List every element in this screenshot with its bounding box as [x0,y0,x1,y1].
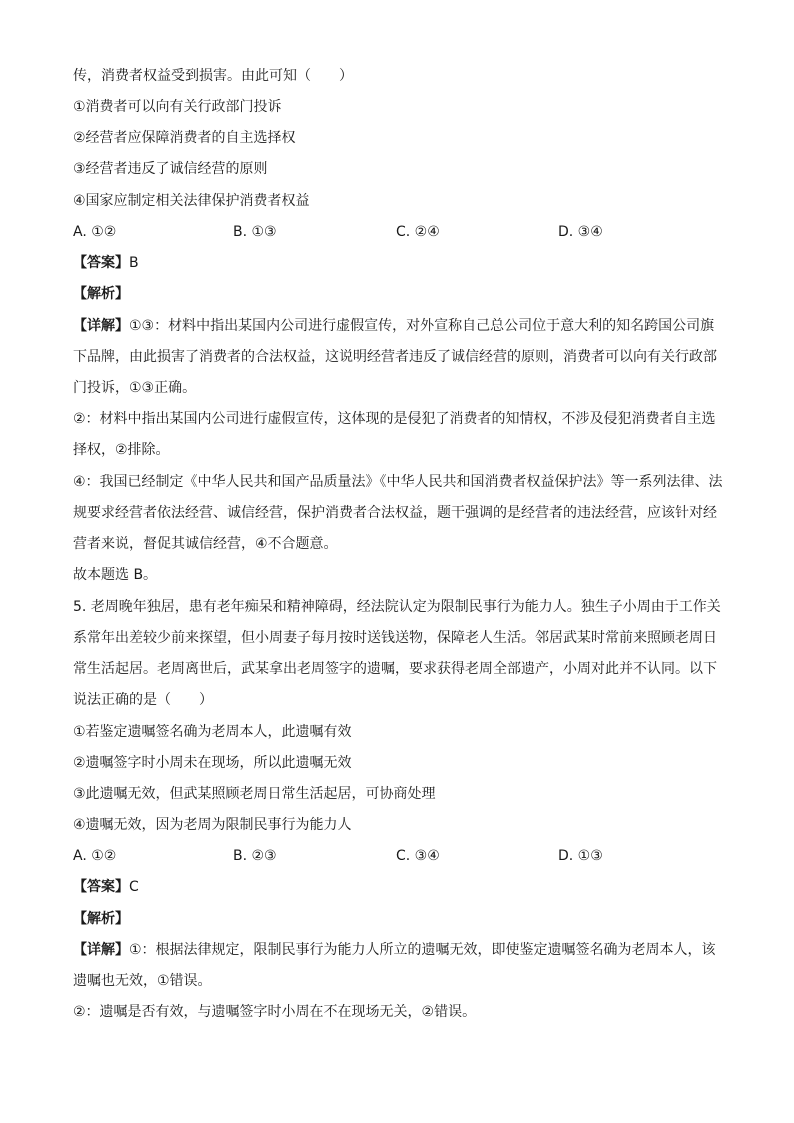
q5-answer-label: 【答案】 [73,879,129,895]
q4-item-4: ④国家应制定相关法律保护消费者权益 [73,193,310,209]
q4-answer: B [129,255,139,271]
q4-option-b: B. ①③ [233,224,277,240]
q4-answer-label: 【答案】 [73,255,129,271]
q5-stem-line-2: 系常年出差较少前来探望，但小周妻子每月按时送钱送物，保障老人生活。邻居武某时常前来照顾老周日 [73,630,717,646]
q5-item-1: ①若鉴定遗嘱签名确为老周本人，此遗嘱有效 [73,724,352,740]
q4-detail-text-1: ①③：材料中指出某国内公司进行虚假宣传，对外宣称自己总公司位于意大利的知名跨国公司旗 [129,318,715,334]
q4-item-2: ②经营者应保障消费者的自主选择权 [73,130,296,146]
q4-item-1: ①消费者可以向有关行政部门投诉 [73,99,282,115]
q4-option-a: A. ①② [73,224,117,240]
q4-conclusion: 故本题选 B。 [73,567,158,583]
q5-answer: C [129,879,139,895]
q4-option-d: D. ③④ [558,224,603,240]
q5-stem-line-4: 说法正确的是（ ） [73,692,213,708]
q4-item-3: ③经营者违反了诚信经营的原则 [73,161,268,177]
q4-stem-tail: 传，消费者权益受到损害。由此可知（ ） [73,68,353,84]
q5-detail-label: 【详解】 [73,942,129,958]
q5-detail-line-2: 遗嘱也无效，①错误。 [73,973,212,989]
q4-options [73,222,733,242]
q4-detail-line-3: 门投诉，①③正确。 [73,380,197,396]
q4-detail-line-2: 下品牌，由此损害了消费者的合法权益，这说明经营者违反了诚信经营的原则，消费者可以向有关行政部 [73,349,717,365]
q4-detail-line-4: ②：材料中指出某国内公司进行虚假宣传，这体现的是侵犯了消费者的知情权，不涉及侵犯消费者自主选 [73,411,716,427]
q4-detail-line-1 [73,316,733,336]
q4-detail-label: 【详解】 [73,318,129,334]
q5-stem-line-3: 常生活起居。老周离世后，武某拿出老周签字的遗嘱，要求获得老周全部遗产，小周对此并不认同。以下 [73,661,717,677]
q5-detail-text-1: ①：根据法律规定，限制民事行为能力人所立的遗嘱无效，即使鉴定遗嘱签名确为老周本人，该 [129,942,716,958]
q4-detail-line-6: ④：我国已经制定《中华人民共和国产品质量法》《中华人民共和国消费者权益保护法》等一系列法律、法 [73,474,723,490]
q4-option-c: C. ②④ [396,224,440,240]
q5-option-a: A. ①② [73,848,117,864]
q5-option-c: C. ③④ [396,848,440,864]
q5-option-d: D. ①③ [558,848,603,864]
q5-answer-line [73,877,733,897]
q5-analysis-label: 【解析】 [73,911,129,927]
q5-item-2: ②遗嘱签字时小周未在现场，所以此遗嘱无效 [73,755,352,771]
q5-stem-line-1: 5. 老周晚年独居，患有老年痴呆和精神障碍，经法院认定为限制民事行为能力人。独生子小周由于工作关 [73,599,721,615]
q4-analysis-label: 【解析】 [73,286,129,302]
q5-item-4: ④遗嘱无效，因为老周为限制民事行为能力人 [73,817,352,833]
q4-detail-line-7: 规要求经营者依法经营、诚信经营，保护消费者合法权益，题干强调的是经营者的违法经营，应该针对经 [73,505,717,521]
q4-detail-line-5: 择权，②排除。 [73,442,170,458]
q4-answer-line [73,253,733,273]
q5-item-3: ③此遗嘱无效，但武某照顾老周日常生活起居，可协商处理 [73,786,436,802]
q4-detail-line-8: 营者来说，督促其诚信经营，④不合题意。 [73,536,338,552]
q5-option-b: B. ②③ [233,848,277,864]
q5-detail-line-1 [73,940,733,960]
q5-detail-line-3: ②：遗嘱是否有效，与遗嘱签字时小周在不在现场无关，②错误。 [73,1004,477,1020]
q5-options [73,846,733,866]
